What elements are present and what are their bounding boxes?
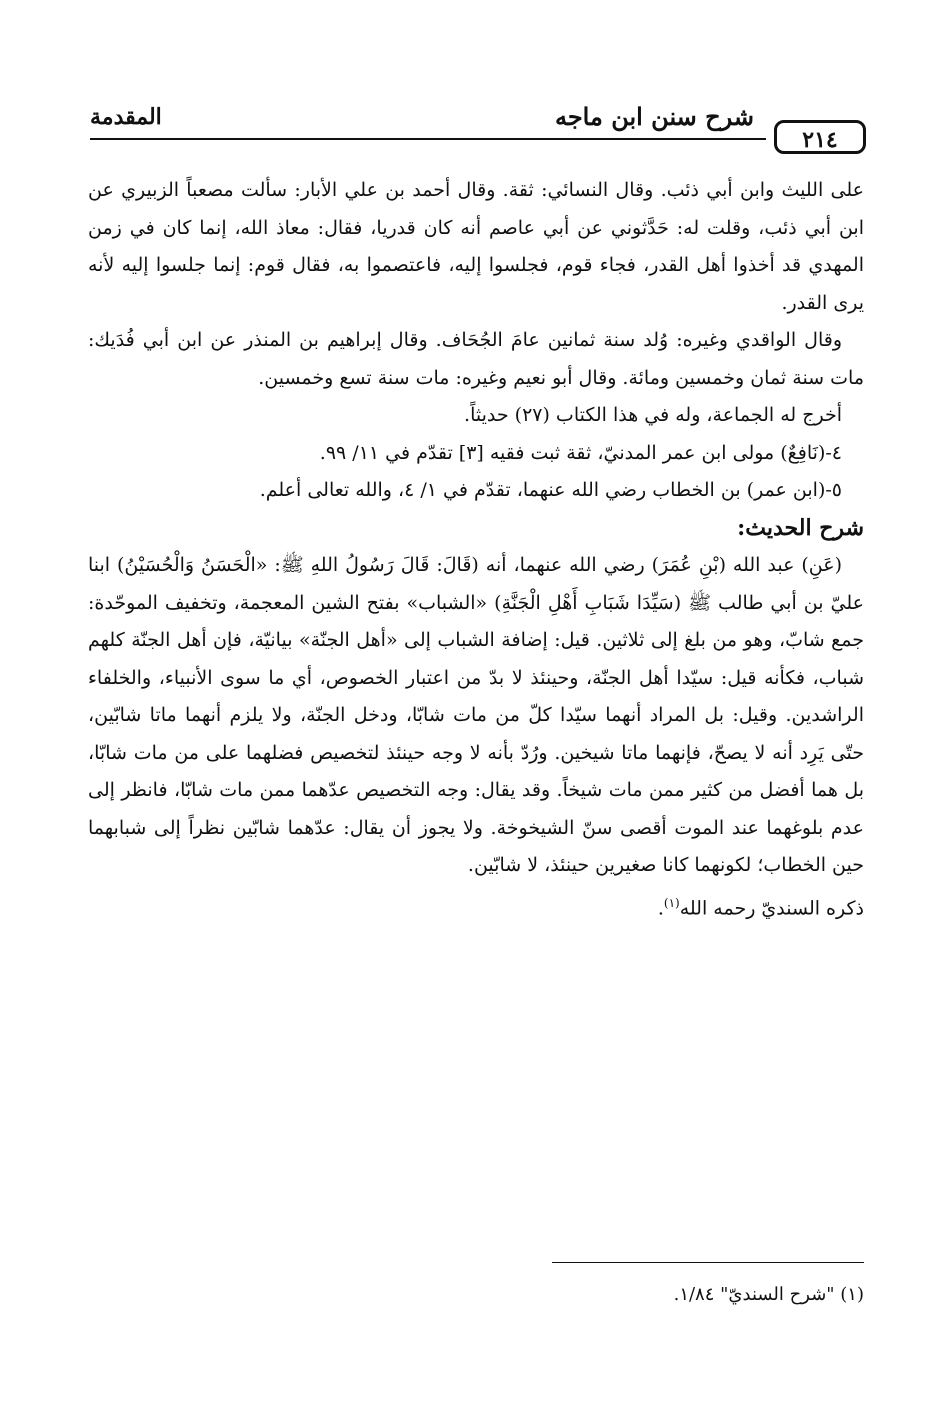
section-title: المقدمة (90, 104, 162, 130)
narrator-nafi: ٤-(نَافِعٌ) مولى ابن عمر المدنيّ، ثقة ثبت فقيه [٣] تقدّم في ١١/ ٩٩. (319, 441, 842, 464)
footnote: (١) "شرح السنديّ" ١/٨٤. (673, 1284, 864, 1305)
narrator-ibn-umar: ٥-(ابن عمر) بن الخطاب رضي الله عنهما، تقدّم في ١/ ٤، والله تعالى أعلم. (259, 479, 842, 501)
paragraph-birth-death: وقال الواقدي وغيره: وُلد سنة ثمانين عامَ الجُحَاف. وقال إبراهيم بن المنذر عن ابن أبي فُدَيك: مات سنة ثمان وخمسين ومائة. وقال أبو نعيم وغيره: مات سنة تسع وخمسين. (88, 329, 864, 389)
closing-line (88, 885, 864, 928)
commentary-text: (عَنِ) عبد الله (بْنِ عُمَرَ) رضي الله عنهما، أنه (قَالَ: قَالَ رَسُولُ اللهِ ﷺ: «الْحَسَنُ وَالْحُسَيْنُ) ابنا عليّ بن أبي طالب ﷺ (سَيِّدَا شَبَابِ أَهْلِ الْجَنَّةِ) «الشباب» بفتح الشين المعجمة، وتخفيف الموحّدة: جمع شابّ، وهو من بلغ إلى ثلاثين. قيل: إضافة الشباب إلى «أهل الجنّة» بيانيّة، فإن أهل الجنّة كلهم شباب، فكأنه قيل: سيّدا أهل الجنّة، وحينئذ لا بدّ من اعتبار الخصوص، أي ما سوى الأنبياء، والخلفاء الراشدين. وقيل: بل المراد أنهما سيّدا كلّ من مات شابّا، ودخل الجنّة، ولا يلزم أنهما ماتا شابّين، حتّى يَرِد أنه لا يصحّ، فإنهما ماتا شيخين. ورُدّ بأنه لا وجه حينئذ لتخصيص فضلهما على من مات شابّا، بل هما أفضل من كثير ممن مات شيخاً. وقد يقال: وجه التخصيص عدّهما ممن مات شابّا، فانظر إلى عدم بلوغهما عند الموت أقصى سنّ الشيخوخة. ولا يجوز أن يقال: عدّهما شابّين نظراً إلى شبابهما حين الخطاب؛ لكونهما كانا صغيرين حينئذ، لا شابّين. (88, 554, 864, 876)
header-divider (90, 138, 766, 140)
closing-period: . (657, 896, 664, 919)
page-body (88, 172, 864, 927)
book-title: شرح سنن ابن ماجه (554, 102, 754, 131)
footnote-divider (552, 1262, 864, 1263)
page-header (90, 96, 866, 156)
paragraph-biography: على الليث وابن أبي ذئب. وقال النسائي: ثقة. وقال أحمد بن علي الأبار: سألت مصعباً الزبيري عن ابن أبي ذئب، وقلت له: حَدَّثوني عن أبي عاصم أنه كان قدريا، فقال: معاذ الله، إنما كان في زمن المهدي قد أخذوا أهل القدر، فجاء قوم، فجلسوا إليه، فاعتصموا به، فقال قوم: إنما جلسوا إليه لأنه يرى القدر. (88, 179, 864, 314)
page-number: ٢١٤ (774, 120, 866, 154)
paragraph-hadith-count: أخرج له الجماعة، وله في هذا الكتاب (٢٧) حديثاً. (464, 404, 842, 426)
closing-text: ذكره السنديّ رحمه الله (679, 896, 864, 919)
section-heading: شرح الحديث: (737, 514, 864, 541)
footnote-marker: (١) (663, 895, 680, 910)
